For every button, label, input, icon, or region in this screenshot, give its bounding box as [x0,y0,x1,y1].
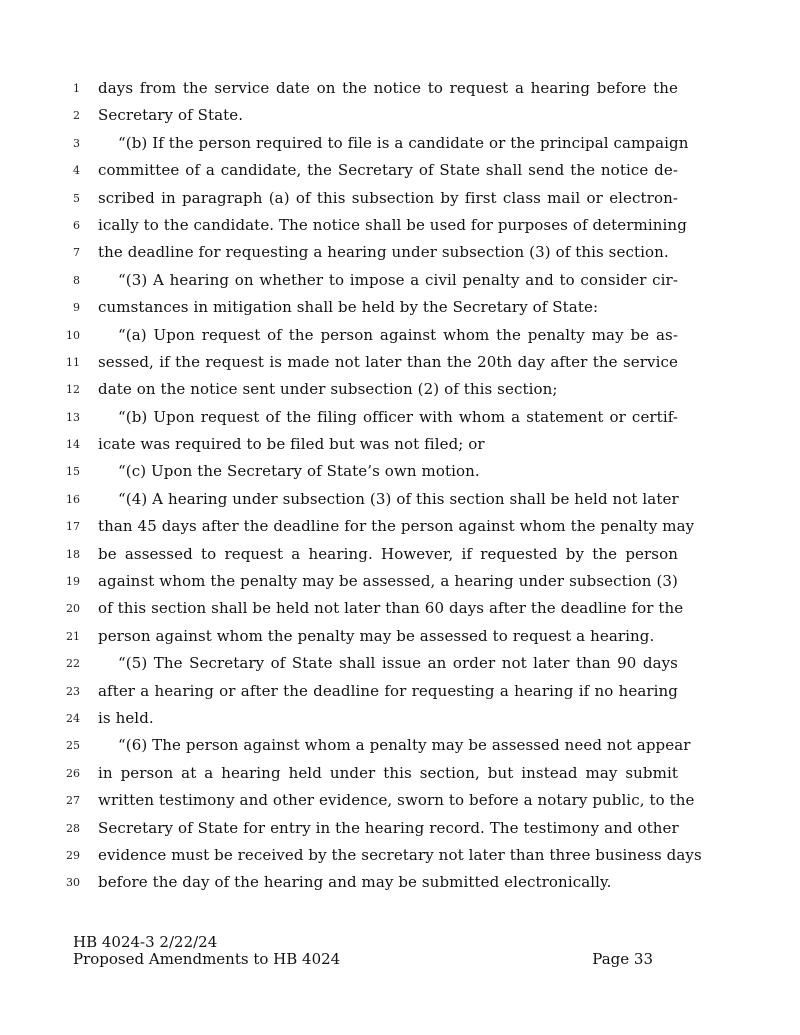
document-body [0,75,800,897]
line-number: 11 [66,355,80,369]
line-number: 27 [66,794,80,808]
document-line [0,212,800,239]
line-number: 9 [73,301,80,315]
document-line [0,102,800,129]
document-line [0,431,800,458]
line-text: the deadline for requesting a hearing under subsection (3) of this section. [98,243,669,262]
line-text: written testimony and other evidence, sworn to before a notary public, to the [98,791,695,810]
line-number: 18 [66,547,80,561]
line-number: 26 [66,766,80,780]
document-line [0,650,800,677]
line-text: is held. [98,708,154,727]
line-text: ically to the candidate. The notice shall be used for purposes of determining [98,215,687,234]
line-number: 28 [66,821,80,835]
line-text: days from the service date on the notice to request a hearing before the [98,79,678,97]
document-line [0,157,800,184]
line-number: 1 [73,82,80,95]
line-number: 30 [66,876,80,890]
footer-title: Proposed Amendments to HB 4024 [73,950,341,968]
document-line [0,376,800,403]
line-text: evidence must be received by the secretary not later than three business days [98,845,702,864]
document-line [0,458,800,485]
line-text: “(5) The Secretary of State shall issue an order not later than 90 days [118,654,678,673]
line-number: 5 [73,191,80,205]
line-text: “(3) A hearing on whether to impose a civil penalty and to consider cir- [118,270,678,289]
line-number: 21 [66,629,80,643]
line-text: committee of a candidate, the Secretary of State shall send the notice de- [98,161,678,180]
document-line [0,404,800,431]
line-number: 19 [66,575,80,589]
document-line [0,349,800,376]
line-number: 14 [66,438,80,452]
line-number: 10 [66,328,80,342]
line-text: scribed in paragraph (a) of this subsection by first class mail or electron- [98,188,678,207]
document-line [0,322,800,349]
document-line [0,486,800,513]
line-text: date on the notice sent under subsection (2) of this section; [98,380,558,399]
line-text: “(6) The person against whom a penalty may be assessed need not appear [118,736,691,755]
line-text: person against whom the penalty may be assessed to request a hearing. [98,626,655,645]
document-line [0,595,800,622]
document-line [0,185,800,212]
line-number: 25 [66,739,80,753]
line-text: “(c) Upon the Secretary of State’s own motion. [118,462,480,481]
document-line [0,267,800,294]
document-line [0,760,800,787]
document-line [0,815,800,842]
line-text: after a hearing or after the deadline for requesting a hearing if no hearing [98,681,678,700]
line-text: before the day of the hearing and may be submitted electronically. [98,873,612,892]
line-number: 29 [66,848,80,862]
line-number: 7 [73,246,80,260]
document-line [0,130,800,157]
document-line [0,705,800,732]
line-text: cumstances in mitigation shall be held by the Secretary of State: [98,298,599,317]
line-number: 3 [73,136,80,150]
document-line [0,732,800,759]
line-number: 13 [66,410,80,424]
document-line [0,623,800,650]
line-text: of this section shall be held not later than 60 days after the deadline for the [98,599,684,618]
document-line [0,294,800,321]
line-text: in person at a hearing held under this section, but instead may submit [98,763,678,782]
document-line [0,239,800,266]
line-number: 4 [73,164,80,178]
line-number: 6 [73,218,80,232]
line-text: Secretary of State. [98,106,244,125]
document-line [0,568,800,595]
line-number: 8 [73,273,80,287]
document-line [0,869,800,896]
line-text: than 45 days after the deadline for the person against whom the penalty may [98,517,695,536]
line-number: 15 [66,465,80,479]
line-text: sessed, if the request is made not later than the 20th day after the service [98,352,678,371]
line-text: “(a) Upon request of the person against whom the penalty may be as- [118,325,678,344]
document-line [0,513,800,540]
line-text: be assessed to request a hearing. However, if requested by the person [98,544,678,563]
footer-page-number: Page 33 [592,950,653,968]
footer-bill-id: HB 4024-3 2/22/24 [73,933,218,951]
document-line [0,787,800,814]
line-number: 2 [73,109,80,123]
document-line [0,678,800,705]
line-text: Secretary of State for entry in the hearing record. The testimony and other [98,818,679,837]
line-number: 20 [66,602,80,616]
document-line [0,541,800,568]
line-number: 16 [66,492,80,506]
document-line [0,75,800,102]
line-number: 22 [66,657,80,671]
line-number: 12 [66,383,80,397]
line-number: 23 [66,684,80,698]
line-text: icate was required to be filed but was not filed; or [98,435,485,454]
document-line [0,842,800,869]
page-footer [73,934,653,968]
line-number: 17 [66,520,80,534]
line-text: “(4) A hearing under subsection (3) of this section shall be held not later [118,489,679,508]
line-number: 24 [66,711,80,725]
line-text: against whom the penalty may be assessed, a hearing under subsection (3) [98,572,678,591]
line-text: “(b) If the person required to file is a candidate or the principal campaign [118,133,689,152]
line-text: “(b) Upon request of the filing officer with whom a statement or certif- [118,407,678,426]
